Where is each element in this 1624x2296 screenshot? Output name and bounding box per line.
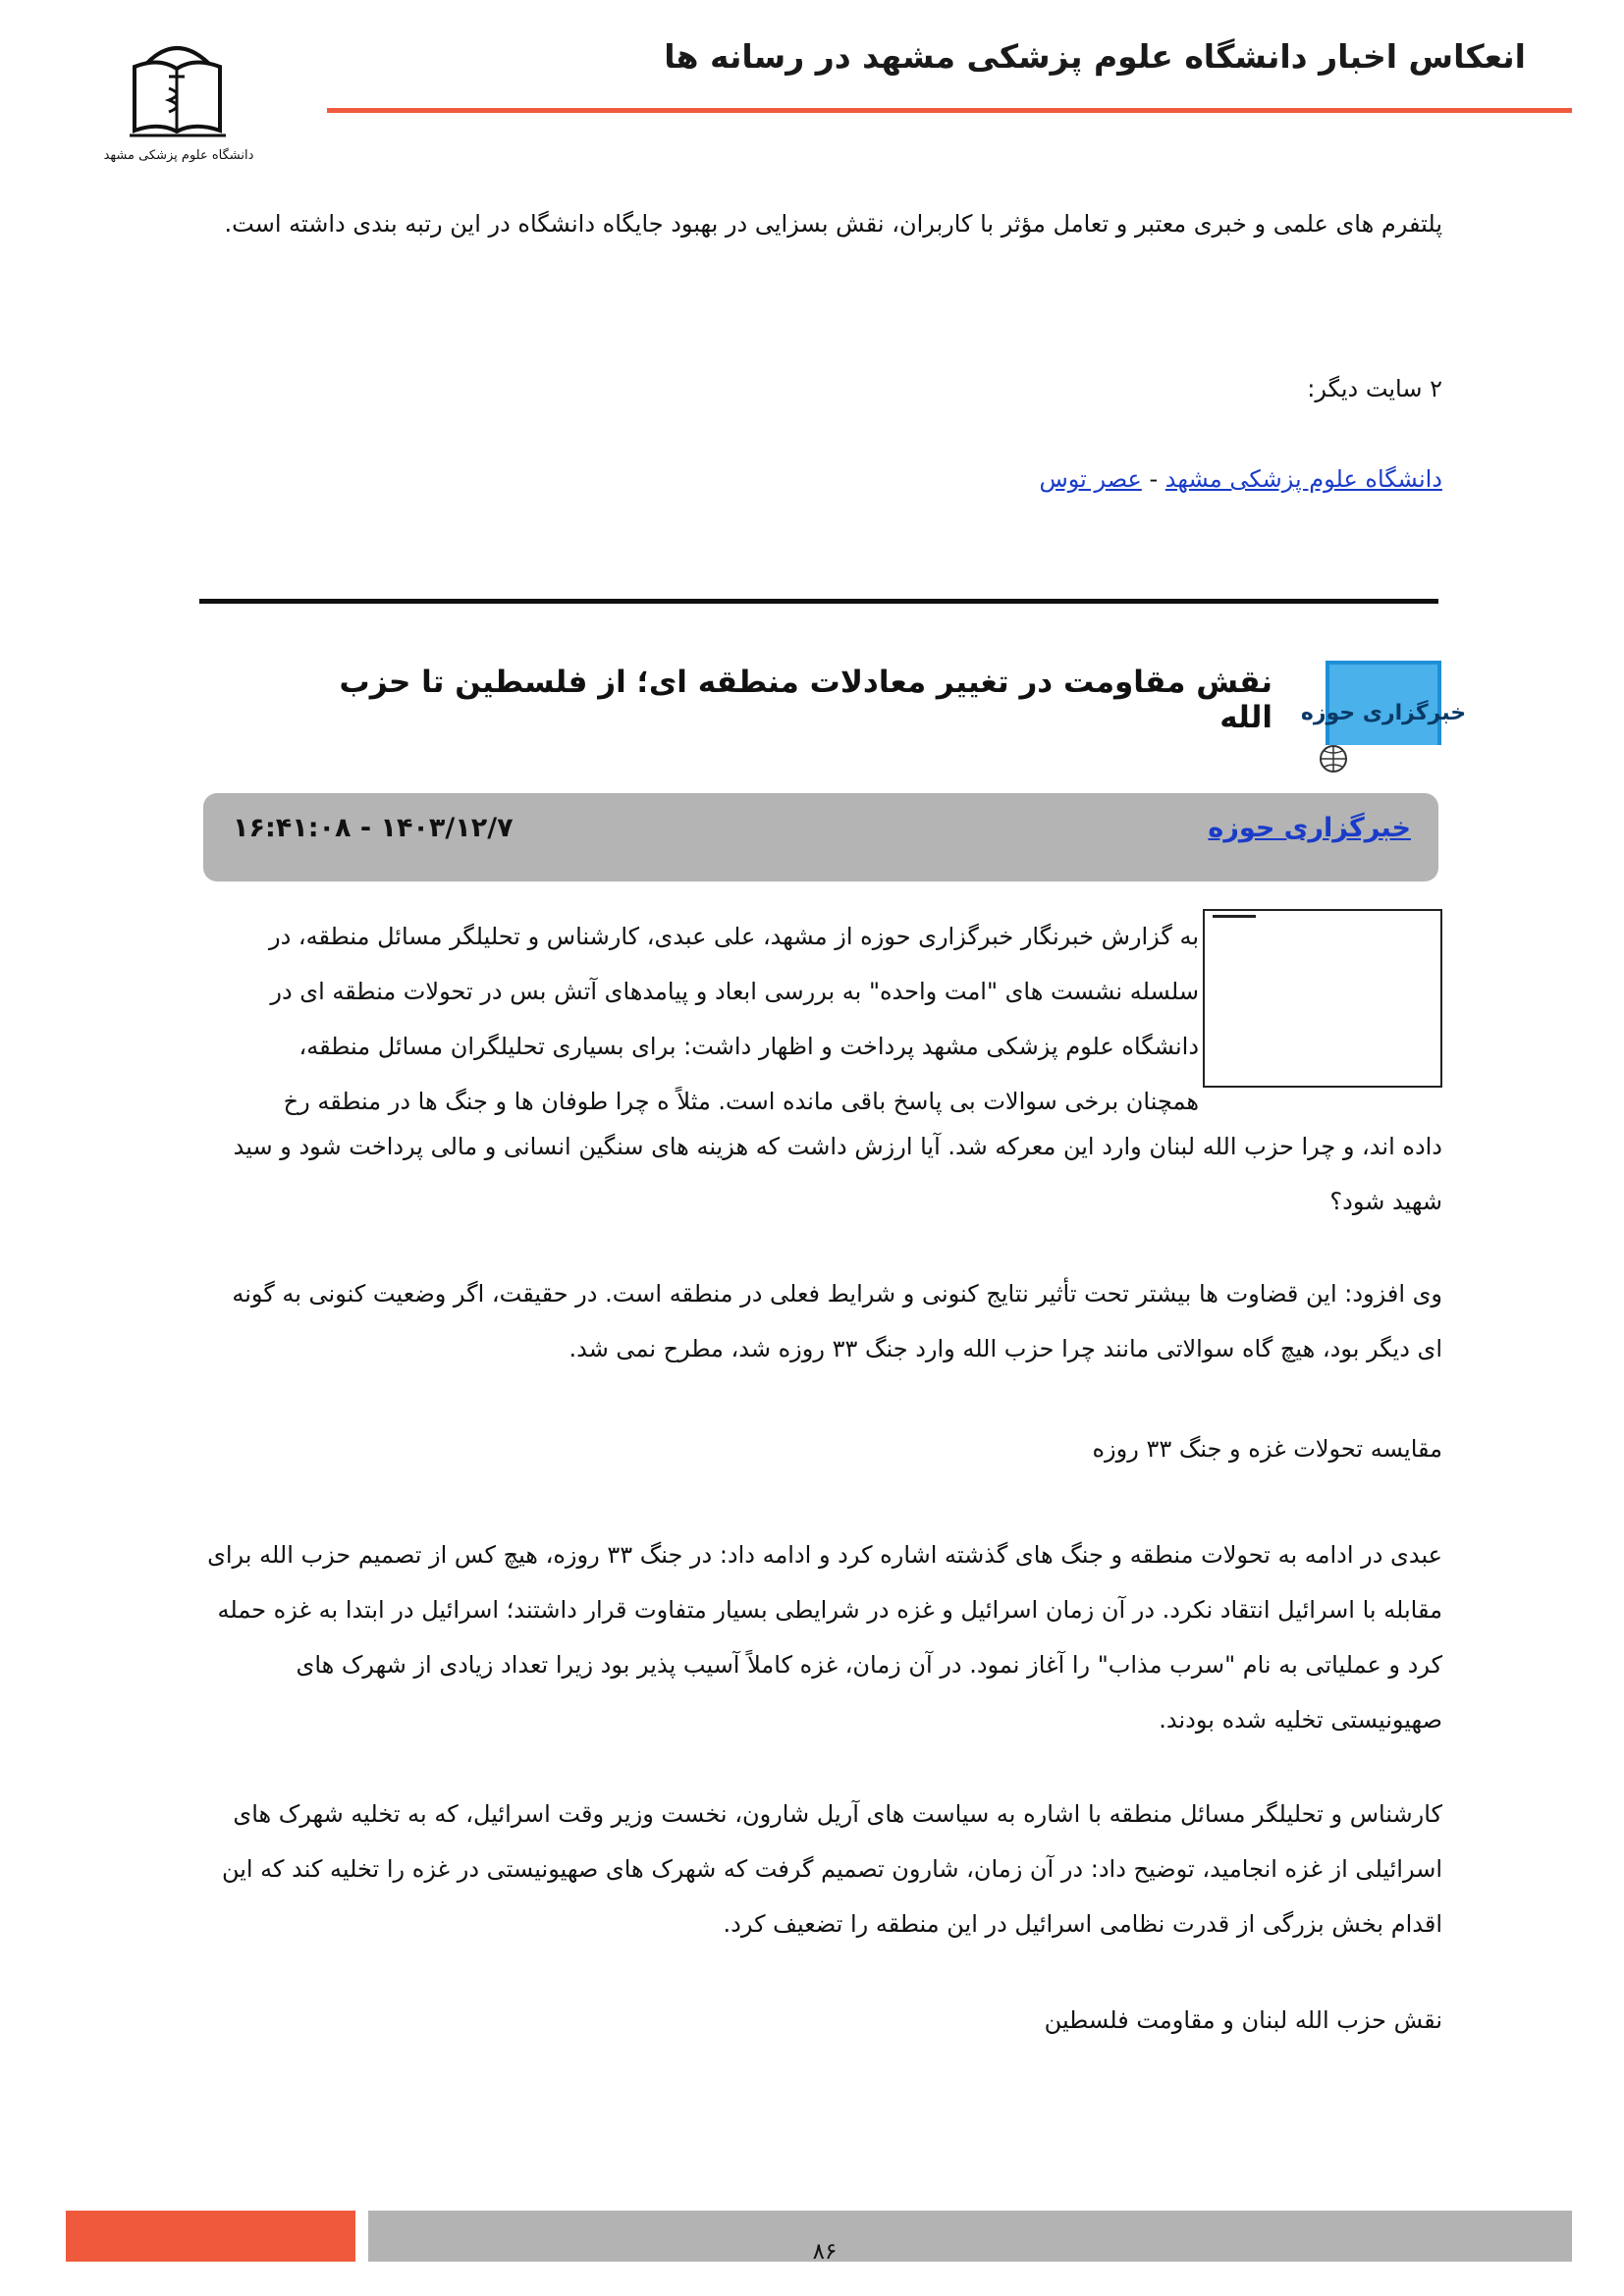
page-header-title: انعکاس اخبار دانشگاه علوم پزشکی مشهد در رسانه ها — [664, 37, 1526, 76]
footer-accent-block — [66, 2211, 355, 2262]
section-divider — [199, 599, 1438, 604]
intro-continuation-paragraph: پلتفرم های علمی و خبری معتبر و تعامل مؤثر با کاربران، نقش بسزایی در بهبود جایگاه دانشگاه در این رتبه بندی داشته است. — [224, 210, 1442, 238]
lead-line-3: دانشگاه علوم پزشکی مشهد پرداخت و اظهار داشت: برای بسیاری تحلیلگران مسائل منطقه، — [298, 1033, 1199, 1060]
hawzah-news-logo — [1300, 661, 1467, 776]
article-source-link[interactable]: خبرگزاری حوزه — [1208, 813, 1411, 843]
header-accent-rule — [327, 108, 1572, 113]
article-title[interactable]: نقش مقاومت در تغییر معادلات منطقه ای؛ از فلسطین تا حزب الله — [339, 665, 1272, 735]
lead-line-4: همچنان برخی سوالات بی پاسخ باقی مانده است. مثلاً ه چرا طوفان ها و جنگ ها در منطقه رخ — [283, 1088, 1199, 1115]
paragraph-3: عبدی در ادامه به تحولات منطقه و جنگ های گذشته اشاره کرد و ادامه داد: در جنگ ۳۳ روزه، هیچ کس از تصمیم حزب الله برای مقابله با اسرائیل انتقاد نکرد. در آن زمان اسرائیل و غزه در شرایطی بسیار متفاوت قرار داشتند؛ اسرائیل در ابتدا به غزه حمله کرد و عملیاتی به نام "سرب مذاب" را آغاز نمود. در آن زمان، غزه کاملاً آسیب پذیر بود زیرا تعداد زیادی از شهرک های صهیونیستی تخلیه شده بودند. — [207, 1541, 1442, 1734]
subheading-hezbollah-palestine: نقش حزب الله لبنان و مقاومت فلسطین — [1044, 2006, 1442, 2034]
page-number: ۸۶ — [812, 2239, 838, 2265]
paragraph-4: کارشناس و تحلیلگر مسائل منطقه با اشاره به سیاست های آریل شارون، نخست وزیر وقت اسرائیل، که به تخلیه شهرک های اسرائیلی از غزه انجامید، توضیح داد: در آن زمان، شارون تصمیم گرفت که شهرک های صهیونیستی در غزه را تخلیه کند که این اقدام بخش بزرگی از قدرت نظامی اسرائیل در این منطقه را تضعیف کرد. — [221, 1800, 1442, 1938]
footer-bar — [368, 2211, 1572, 2262]
other-sites-label: ۲ سایت دیگر: — [1307, 375, 1442, 402]
university-logo — [103, 37, 254, 170]
source-logo-text: خبرگزاری حوزه — [1300, 701, 1467, 725]
lead-line-2: سلسله نشست های "امت واحده" به بررسی ابعاد و پیامدهای آتش بس در تحولات منطقه ای در — [270, 978, 1199, 1005]
article-meta-bar — [203, 793, 1438, 881]
article-datetime: ۱۶:۴۱:۰۸ - ۱۴۰۳/۱۲/۷ — [233, 813, 514, 843]
lead-line-1: به گزارش خبرنگار خبرگزاری حوزه از مشهد، علی عبدی، کارشناس و تحلیلگر مسائل منطقه، در — [269, 923, 1199, 950]
image-broken-mark — [1213, 915, 1256, 918]
link-asre-toos[interactable]: عصر توس — [1039, 465, 1142, 493]
article-image-placeholder — [1203, 909, 1442, 1088]
logo-caption: دانشگاه علوم پزشکی مشهد — [103, 148, 254, 163]
link-separator: - — [1141, 465, 1165, 493]
link-mums[interactable]: دانشگاه علوم پزشکی مشهد — [1164, 465, 1442, 493]
lead-rest: داده اند، و چرا حزب الله لبنان وارد این معرکه شد. آیا ارزش داشت که هزینه های سنگین انسانی و مالی پرداخت شود و سید شهید شود؟ — [233, 1133, 1442, 1215]
subheading-gaza-33-day-war: مقایسه تحولات غزه و جنگ ۳۳ روزه — [1092, 1435, 1442, 1463]
other-sites-links — [186, 452, 1442, 507]
paragraph-2: وی افزود: این قضاوت ها بیشتر تحت تأثیر نتایج کنونی و شرایط فعلی در منطقه است. در حقیقت، اگر وضعیت کنونی به گونه ای دیگر بود، هیچ گاه سوالاتی مانند چرا حزب الله وارد جنگ ۳۳ روزه شد، مطرح نمی شد. — [232, 1280, 1442, 1362]
